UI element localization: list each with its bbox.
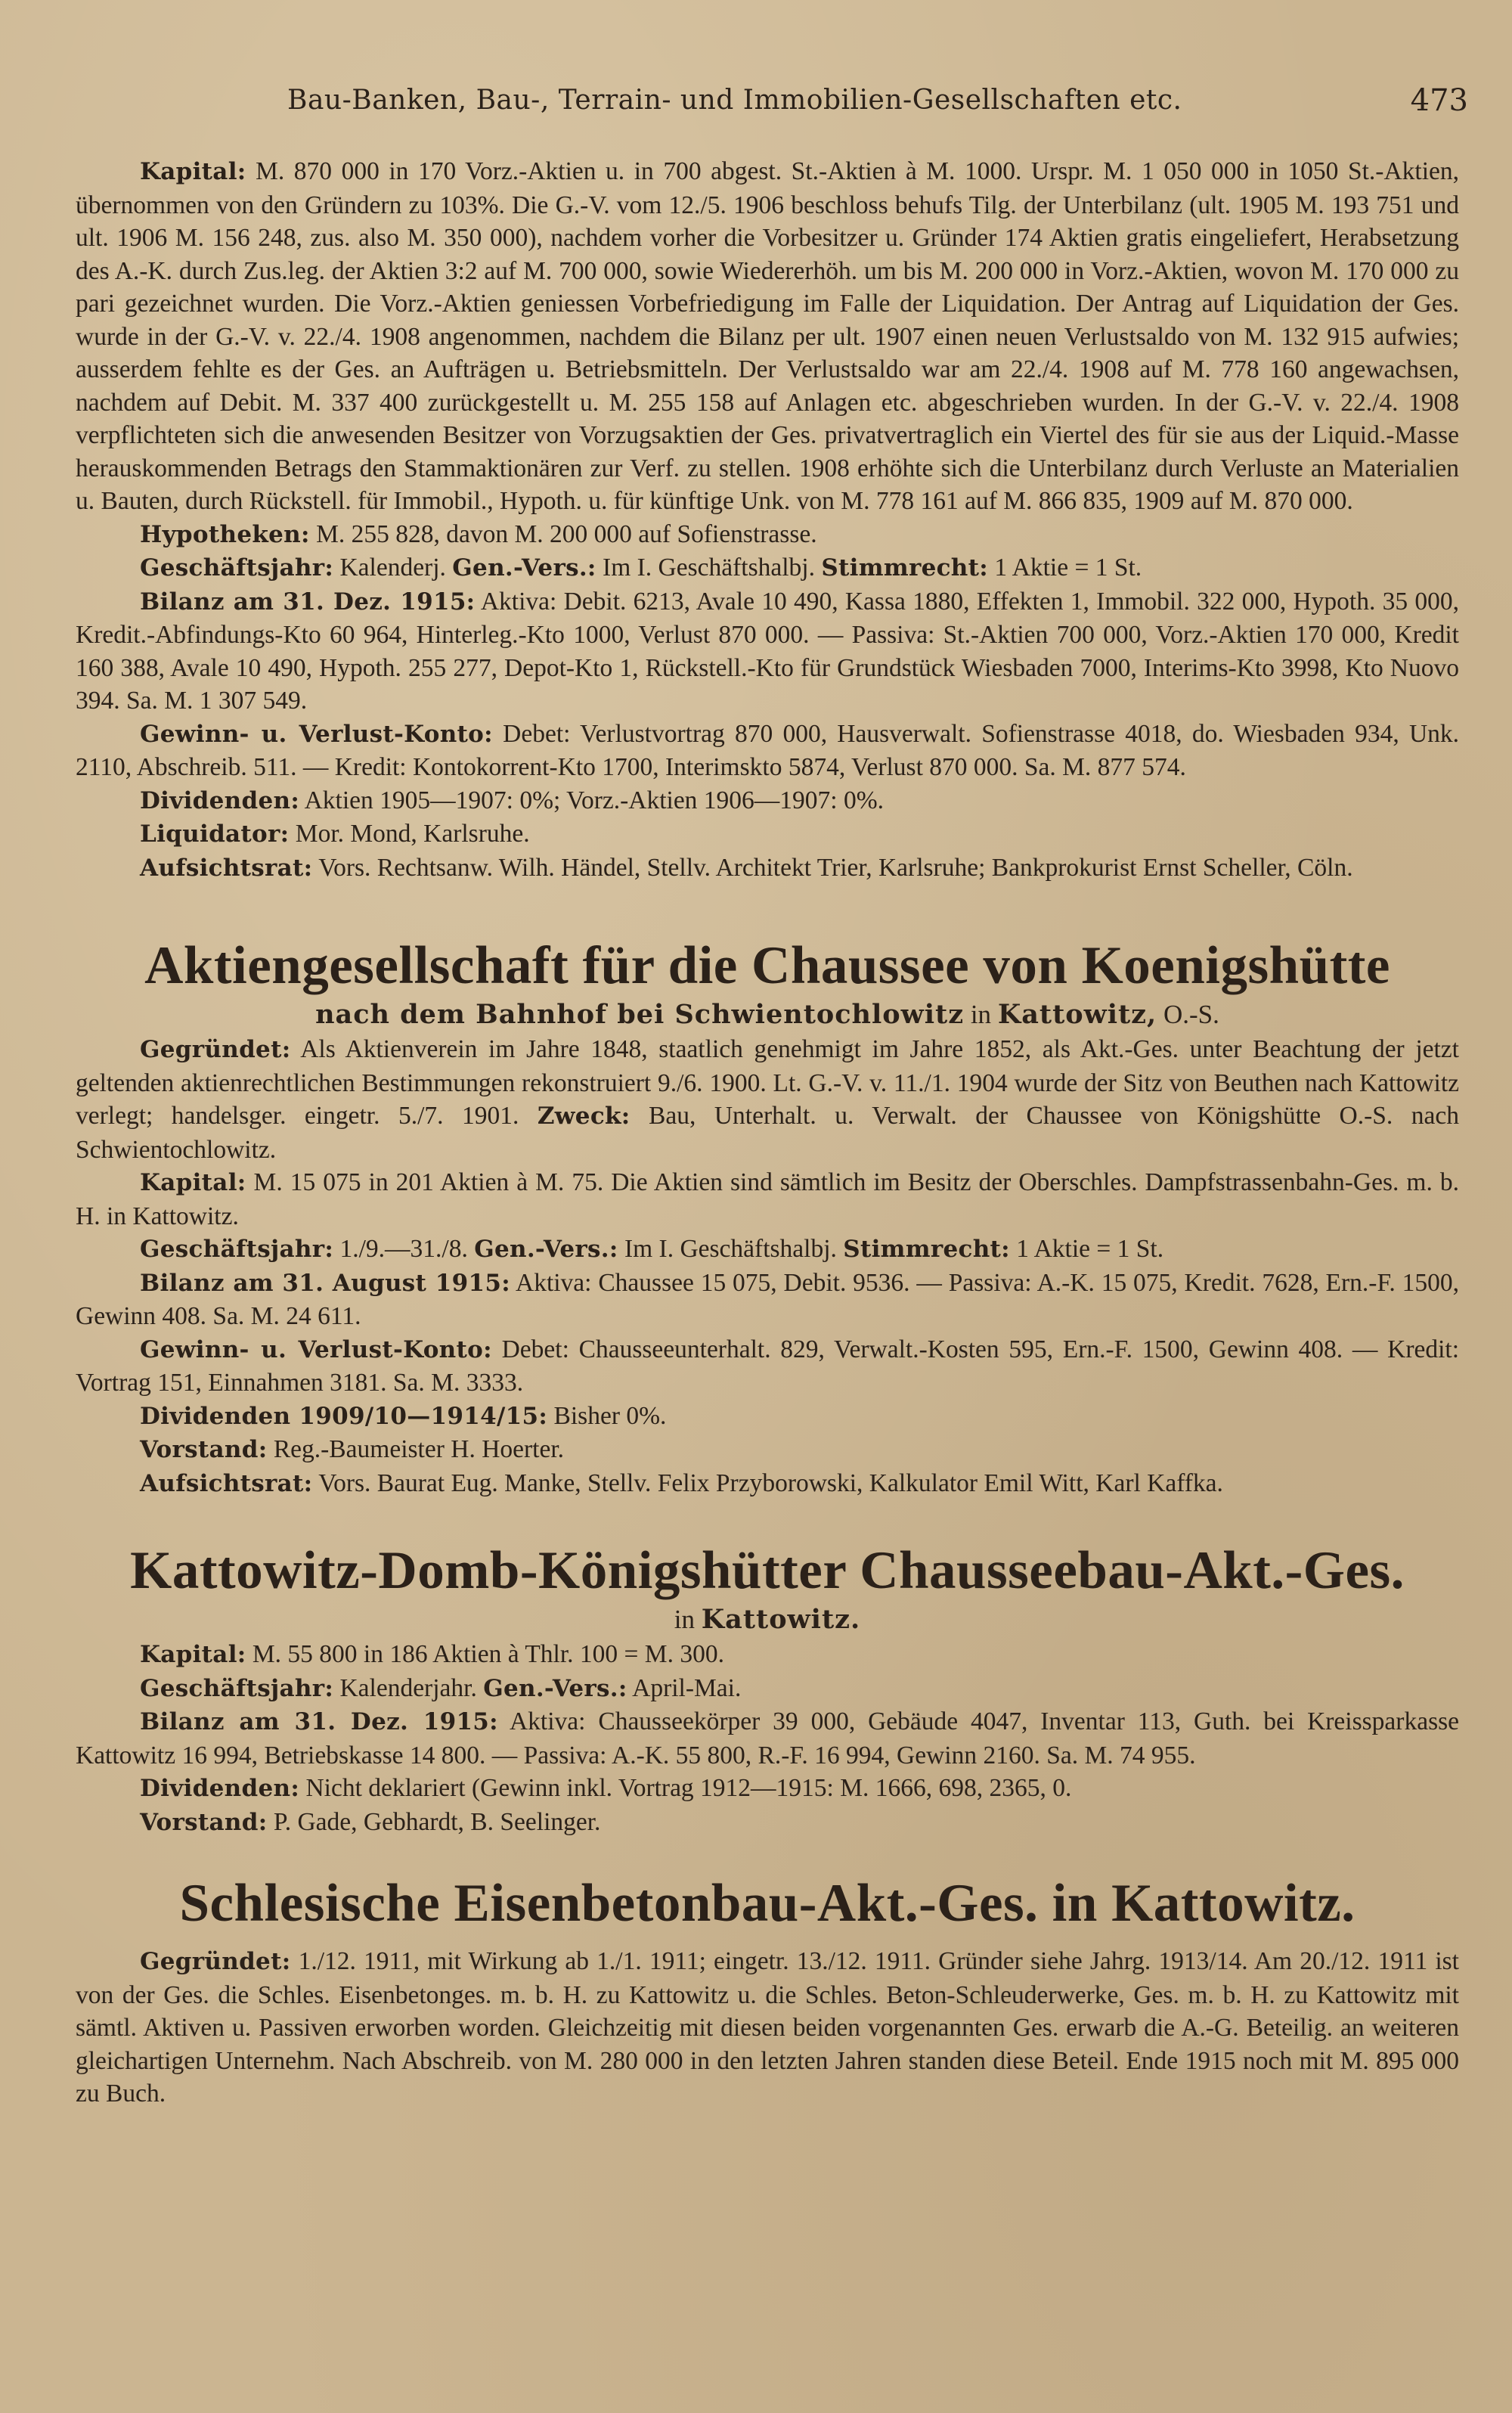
company-heading-domb: Kattowitz-Domb-Königshütter Chausseebau-Akt.-Ges. xyxy=(130,1541,1405,1600)
geschaeftsjahr-text: 1./9.—31./8. xyxy=(339,1235,468,1263)
entry-guv xyxy=(76,1333,1459,1400)
vorstand-label: Vorstand: xyxy=(140,1808,268,1836)
dividenden-label: Dividenden 1909/10—1914/15: xyxy=(140,1402,548,1430)
kapital-label: Kapital: xyxy=(140,1169,246,1196)
geschaeftsjahr-label: Geschäftsjahr: xyxy=(140,1236,334,1263)
company-heading-chaussee: Aktiengesellschaft für die Chaussee von Koenigshütte xyxy=(144,936,1390,995)
entry-kapital xyxy=(76,1638,1459,1672)
geschaeftsjahr-text: Kalenderjahr. xyxy=(339,1673,477,1702)
subtitle-city: Kattowitz. xyxy=(701,1604,861,1635)
bilanz-text: Aktiva: Chaussee 15 075, Debit. 9536. — Passiva: A.-K. 15 075, Kredit. 7628, Ern.-F. 1500, Gewinn 408. Sa. M. 24 611. xyxy=(76,1268,1460,1330)
subtitle-city: Kattowitz, xyxy=(997,999,1157,1030)
stimmrecht-label: Stimmrecht: xyxy=(821,554,988,582)
company-subheading-domb xyxy=(76,1602,1459,1638)
zweck-text: Bau, Unterhalt. u. Verwalt. der Chaussee von Königshütte O.-S. nach Schwientochlowitz. xyxy=(76,1102,1460,1164)
company-heading-eisenbeton: Schlesische Eisenbetonbau-Akt.-Ges. in Kattowitz. xyxy=(179,1874,1356,1933)
vorstand-text: P. Gade, Gebhardt, B. Seelinger. xyxy=(273,1807,601,1836)
bilanz-label: Bilanz am 31. Dez. 1915: xyxy=(140,1708,498,1735)
genvers-label: Gen.-Vers.: xyxy=(483,1674,627,1702)
entry-gegruendet xyxy=(76,1033,1459,1166)
stimmrecht-text: 1 Aktie = 1 St. xyxy=(994,554,1142,582)
entry-dividenden xyxy=(76,1400,1459,1434)
entry-geschaeftsjahr xyxy=(76,1672,1459,1706)
aufsichtsrat-text: Vors. Baurat Eug. Manke, Stellv. Felix Przyborowski, Kalkulator Emil Witt, Karl Kaffka. xyxy=(318,1469,1223,1497)
entry-dividenden xyxy=(76,784,1459,818)
page-content xyxy=(76,155,1459,2111)
kapital-text: M. 15 075 in 201 Aktien à M. 75. Die Aktien sind sämtlich im Besitz der Oberschles. Dampfstrassenbahn-Ges. m. b. H. in Kattowitz. xyxy=(76,1168,1459,1230)
bilanz-label: Bilanz am 31. August 1915: xyxy=(140,1269,510,1297)
entry-vorstand xyxy=(76,1806,1459,1840)
zweck-label: Zweck: xyxy=(537,1103,631,1130)
gegruendet-label: Gegründet: xyxy=(140,1036,291,1063)
entry-dividenden xyxy=(76,1772,1459,1806)
geschaeftsjahr-text: Kalenderj. xyxy=(339,554,446,582)
subtitle-region: O.-S. xyxy=(1163,1000,1219,1029)
company-subheading-chaussee xyxy=(76,997,1459,1033)
subtitle-bold: nach dem Bahnhof bei Schwientochlowitz xyxy=(315,999,965,1030)
entry-liquidator xyxy=(76,817,1459,851)
gegruendet-label: Gegründet: xyxy=(140,1948,291,1975)
entry-geschaeftsjahr xyxy=(76,551,1459,585)
entry-hypotheken xyxy=(76,518,1459,552)
aufsichtsrat-label: Aufsichtsrat: xyxy=(140,854,313,882)
entry-kapital xyxy=(76,1166,1459,1233)
bilanz-text: Aktiva: Chausseekörper 39 000, Gebäude 4047, Inventar 113, Guth. bei Kreissparkasse Kattowitz 16 994, Betriebskasse 14 800. — Passiva: A.-K. 55 800, R.-F. 16 994, Gewinn 2160. Sa. M. 74 955. xyxy=(76,1707,1460,1769)
vorstand-text: Reg.-Baumeister H. Hoerter. xyxy=(273,1435,565,1463)
dividenden-label: Dividenden: xyxy=(140,1775,300,1802)
dividenden-label: Dividenden: xyxy=(140,786,300,814)
page-number: 473 xyxy=(1410,83,1468,118)
subtitle-in: in xyxy=(674,1605,696,1634)
geschaeftsjahr-label: Geschäftsjahr: xyxy=(140,554,334,582)
entry-bilanz xyxy=(76,585,1459,718)
vorstand-label: Vorstand: xyxy=(140,1436,268,1463)
aufsichtsrat-text: Vors. Rechtsanw. Wilh. Händel, Stellv. Architekt Trier, Karlsruhe; Bankprokurist Ernst Scheller, Cöln. xyxy=(318,853,1353,882)
bilanz-text: Aktiva: Debit. 6213, Avale 10 490, Kassa 1880, Effekten 1, Immobil. 322 000, Hypoth. 35 000, Kredit.-Abfindungs-Kto 60 964, Hinterleg.-Kto 1000, Verlust 870 000. — Passiva: St.-Aktien 700 000, Vorz.-Aktien 170 000, Kredit 160 388, Avale 10 490, Hypoth. 255 277, Depot-Kto 1, Rückstell.-Kto für Grundstück Wiesbaden 7000, Interims-Kto 3998, Kto Nuovo 394. Sa. M. 1 307 549. xyxy=(76,587,1460,715)
kapital-label: Kapital: xyxy=(140,158,246,185)
genvers-label: Gen.-Vers.: xyxy=(474,1236,618,1263)
entry-aufsichtsrat xyxy=(76,851,1459,885)
aufsichtsrat-label: Aufsichtsrat: xyxy=(140,1469,313,1497)
genvers-text: Im I. Geschäftshalbj. xyxy=(624,1235,837,1263)
kapital-label: Kapital: xyxy=(140,1641,246,1668)
running-title: Bau-Banken, Bau-, Terrain- und Immobilien-Gesellschaften etc. xyxy=(287,85,1182,116)
dividenden-text: Bisher 0%. xyxy=(553,1401,667,1430)
dividenden-text: Aktien 1905—1907: 0%; Vorz.-Aktien 1906—1907: 0%. xyxy=(304,786,885,814)
guv-label: Gewinn- u. Verlust-Konto: xyxy=(140,720,493,748)
genvers-text: April-Mai. xyxy=(632,1673,742,1702)
entry-geschaeftsjahr xyxy=(76,1233,1459,1267)
entry-gegruendet xyxy=(76,1945,1459,2111)
subtitle-in: in xyxy=(970,1000,992,1029)
bilanz-label: Bilanz am 31. Dez. 1915: xyxy=(140,588,476,616)
geschaeftsjahr-label: Geschäftsjahr: xyxy=(140,1674,334,1702)
genvers-label: Gen.-Vers.: xyxy=(452,554,596,582)
genvers-text: Im I. Geschäftshalbj. xyxy=(603,554,815,582)
liquidator-text: Mor. Mond, Karlsruhe. xyxy=(295,820,530,848)
kapital-text: M. 870 000 in 170 Vorz.-Aktien u. in 700 abgest. St.-Aktien à M. 1000. Urspr. M. 1 050 000 in 1050 St.-Aktien, übernommen von den Gründern zu 103%. Die G.-V. vom 12./5. 1906 beschloss behufs Tilg. der Unterbilanz (ult. 1905 M. 193 751 und ult. 1906 M. 156 248, zus. also M. 350 000), nachdem vorher die Vorbesitzer u. Gründer 174 Aktien gratis eingeliefert, Herabsetzung des A.-K. durch Zus.leg. der Aktien 3:2 auf M. 700 000, sowie Wiedererhöh. um bis M. 200 000 in Vorz.-Aktien, wovon M. 170 000 zu pari gezeichnet wurden. Die Vorz.-Aktien geniessen Vorbefriedigung im Falle der Liquidation. Der Antrag auf Liquidation der Ges. wurde in der G.-V. v. 22./4. 1908 angenommen, nachdem die Bilanz per ult. 1907 einen neuen Verlustsaldo von M. 132 915 aufwies; ausserdem fehlte es der Ges. an Aufträgen u. Betriebsmitteln. Der Verlustsaldo war am 22./4. 1908 auf M. 778 160 angewachsen, nachdem auf Debit. M. 337 400 zurückgestellt u. M. 255 158 auf Anlagen etc. abgeschrieben wurden. In der G.-V. v. 22./4. 1908 verpflichteten sich die anwesenden Besitzer von Vorzugsaktien der Ges. privatvertraglich ein Viertel des für sie aus der Liquid.-Masse herauskommenden Betrags den Stammaktionären zur Verf. zu stellen. 1908 erhöhte sich die Unterbilanz durch Verluste an Materialien u. Bauten, durch Rückstell. für Immobil., Hypoth. u. für künftige Unk. von M. 778 161 auf M. 866 835, 1909 auf M. 870 000. xyxy=(76,157,1459,515)
guv-label: Gewinn- u. Verlust-Konto: xyxy=(140,1335,492,1363)
dividenden-text: Nicht deklariert (Gewinn inkl. Vortrag 1912—1915: M. 1666, 698, 2365, 0. xyxy=(305,1774,1072,1802)
entry-bilanz xyxy=(76,1267,1459,1333)
stimmrecht-label: Stimmrecht: xyxy=(843,1236,1010,1263)
guv-text: Debet: Chausseeunterhalt. 829, Verwalt.-Kosten 595, Ern.-F. 1500, Gewinn 408. — Kredit: Vortrag 151, Einnahmen 3181. Sa. M. 3333. xyxy=(76,1335,1460,1397)
entry-bilanz xyxy=(76,1705,1459,1772)
entry-guv xyxy=(76,718,1459,784)
entry-kapital xyxy=(76,155,1459,518)
gegruendet-text: Als Aktienverein im Jahre 1848, staatlich genehmigt im Jahre 1852, als Akt.-Ges. unter Beachtung der jetzt geltenden aktienrechtlichen Bestimmungen rekonstruiert 9./6. 1900. Lt. G.-V. v. 11./1. 1904 wurde der Sitz von Beuthen nach Kattowitz verlegt; handelsger. eingetr. 5./7. 1901. xyxy=(76,1035,1459,1130)
entry-aufsichtsrat xyxy=(76,1467,1459,1501)
liquidator-label: Liquidator: xyxy=(140,820,290,848)
kapital-text: M. 55 800 in 186 Aktien à Thlr. 100 = M. 300. xyxy=(252,1640,724,1668)
gegruendet-text: 1./12. 1911, mit Wirkung ab 1./1. 1911; eingetr. 13./12. 1911. Gründer siehe Jahrg. 1913/14. Am 20./12. 1911 ist von der Ges. die Schles. Eisenbetonges. m. b. H. zu Kattowitz u. die Schles. Beton-Schleuderwerke, Ges. m. b. H. zu Kattowitz mit sämtl. Aktiven u. Passiven erworben worden. Gleichzeitig mit diesen beiden vorgenannten Ges. erwarb die A.-G. Beteilig. an weiteren gleichartigen Unternehm. Nach Abschreib. von M. 280 000 in den letzten Jahren standen diese Beteil. Ende 1915 noch mit M. 895 000 zu Buch. xyxy=(76,1947,1459,2107)
hypotheken-text: M. 255 828, davon M. 200 000 auf Sofienstrasse. xyxy=(316,520,817,548)
entry-vorstand xyxy=(76,1433,1459,1467)
stimmrecht-text: 1 Aktie = 1 St. xyxy=(1016,1235,1164,1263)
hypotheken-label: Hypotheken: xyxy=(140,520,310,548)
guv-text: Debet: Verlustvortrag 870 000, Hausverwalt. Sofienstrasse 4018, do. Wiesbaden 934, Unk. 2110, Abschreib. 511. — Kredit: Kontokorrent-Kto 1700, Interimskto 5874, Verlust 870 000. Sa. M. 877 574. xyxy=(76,719,1460,781)
